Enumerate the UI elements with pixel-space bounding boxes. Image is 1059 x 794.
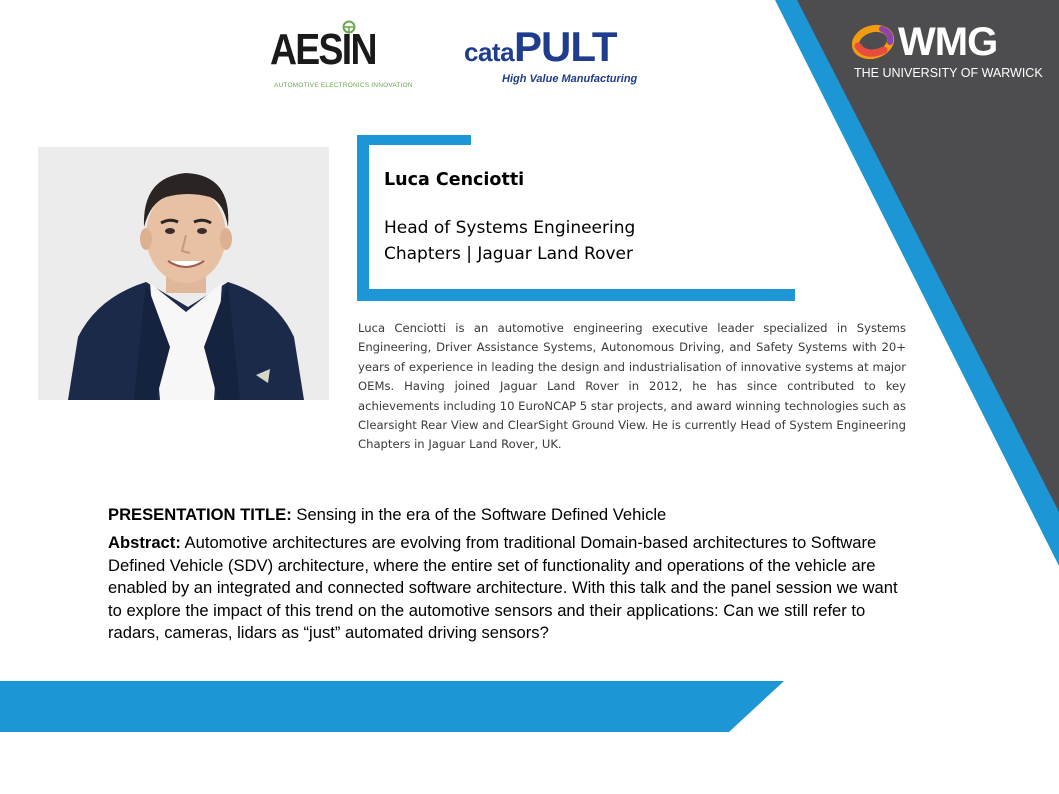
wmg-logo	[852, 22, 1052, 82]
speaker-photo	[38, 147, 329, 400]
speaker-name: Luca Cenciotti	[384, 170, 525, 190]
bottom-blue-band	[0, 681, 790, 733]
name-frame-left	[357, 135, 369, 292]
speaker-role	[384, 215, 635, 267]
abstract-paragraph	[108, 532, 908, 644]
aesin-tagline: AUTOMOTIVE ELECTRONICS INNOVATION	[274, 82, 413, 89]
catapult-tagline: High Value Manufacturing	[502, 73, 638, 85]
abstract-text: Automotive architectures are evolving from traditional Domain-based architectures to Software Defined Vehicle (SDV) architecture, where the entire set of functionality and operations of the vehicle are enabled by an integrated and connected software architecture. With this talk and the panel session we want to explore the impact of this trend on the automotive sensors and their applications: Can we still refer to radars, cameras, lidars as “just” automated driving sensors?	[108, 533, 898, 643]
catapult-wordmark	[464, 23, 617, 70]
presentation-title-line	[108, 504, 908, 526]
speaker-portrait-image	[38, 147, 329, 400]
presentation-title: Sensing in the era of the Software Defined Vehicle	[291, 505, 667, 524]
catapult-word-upper: PULT	[514, 23, 617, 70]
aesin-wordmark: AESIN	[270, 25, 376, 74]
abstract-label: Abstract:	[108, 533, 181, 553]
presentation-title-label: PRESENTATION TITLE:	[108, 505, 292, 524]
wmg-wordmark: WMG	[898, 20, 998, 64]
catapult-word-lower: cata	[464, 37, 515, 67]
name-frame-top	[357, 135, 471, 145]
wmg-subtitle: THE UNIVERSITY OF WARWICK	[854, 66, 1043, 80]
presentation-details	[108, 504, 908, 644]
wmg-swirl-icon	[852, 24, 896, 60]
speaker-role-line-1: Head of Systems Engineering	[384, 218, 636, 238]
speaker-bio: Luca Cenciotti is an automotive engineering executive leader specialized in Systems Engineering, Driver Assistance Systems, Autonomous Driving, and Safety Systems with 20+ years of experience in leading the design and industrialisation of innovative systems at major OEMs. Having joined Jaguar Land Rover in 2012, he has since contributed to key achievements including 10 EuroNCAP 5 star projects, and award winning technologies such as Clearsight Rear View and ClearSight Ground View. He is currently Head of System Engineering Chapters in Jaguar Land Rover, UK.	[358, 321, 906, 452]
speaker-role-line-2: Chapters | Jaguar Land Rover	[384, 244, 633, 264]
name-frame-bottom	[357, 289, 795, 301]
aesin-logo	[262, 20, 413, 98]
catapult-logo	[462, 23, 642, 90]
